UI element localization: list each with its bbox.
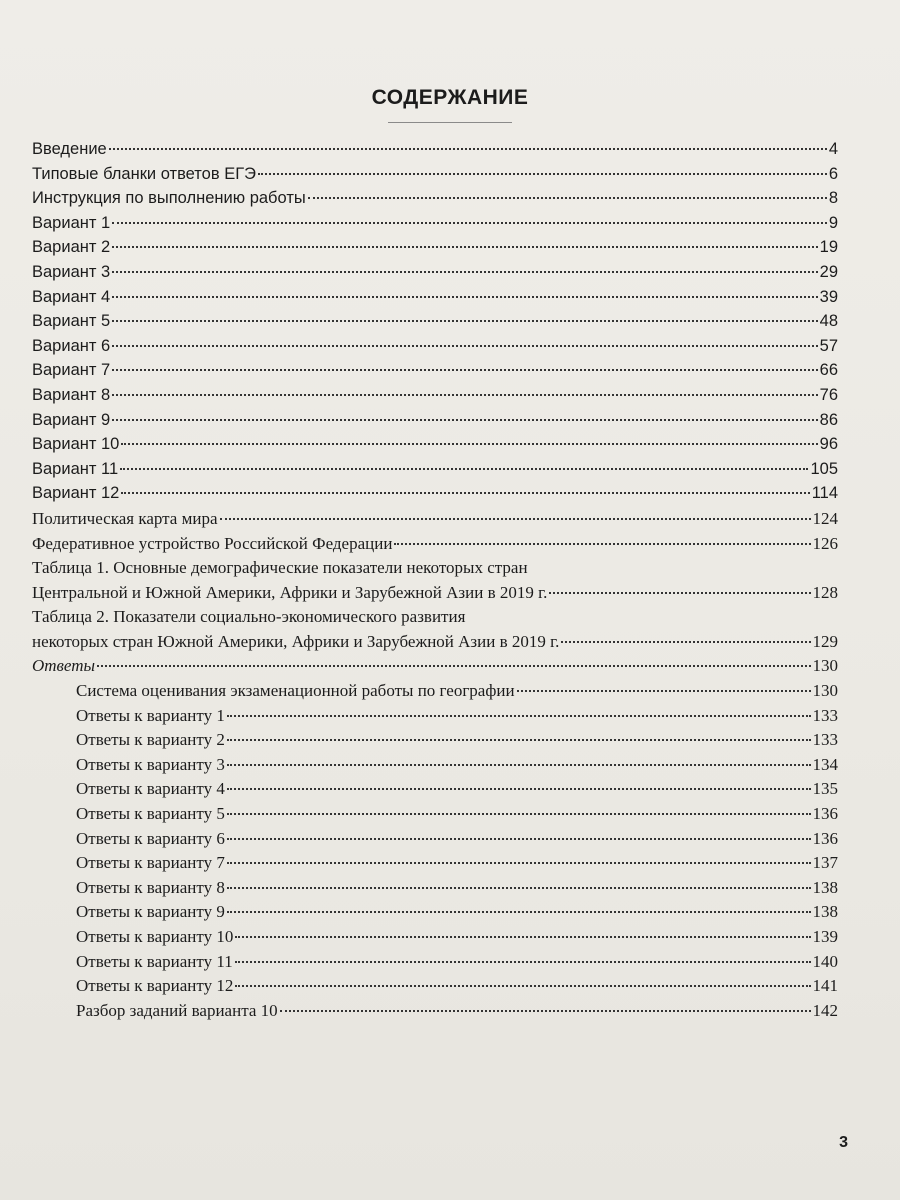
dot-leader <box>235 961 811 963</box>
toc-entry-page: 129 <box>812 631 838 651</box>
toc-entry[interactable] <box>32 927 838 952</box>
toc-entry[interactable] <box>32 976 838 1001</box>
page-number: 3 <box>839 1134 848 1151</box>
toc-entry[interactable] <box>32 583 838 608</box>
dot-leader <box>227 911 811 913</box>
toc-entry-label: Ответы к варианту 9 <box>76 902 225 922</box>
toc-entry-page: 114 <box>811 484 838 503</box>
dot-leader <box>227 887 811 889</box>
dot-leader <box>227 739 811 741</box>
toc-entry[interactable] <box>32 755 838 780</box>
dot-leader <box>561 641 810 643</box>
toc-entry[interactable] <box>32 902 838 927</box>
toc-entry-page: 138 <box>812 877 838 897</box>
toc-entry[interactable] <box>32 435 838 460</box>
dot-leader <box>112 345 817 347</box>
dot-leader <box>120 468 808 470</box>
toc-entry[interactable] <box>32 312 838 337</box>
toc-entry-page: 76 <box>819 385 838 404</box>
toc-entry[interactable] <box>32 386 838 411</box>
toc-entry-page: 9 <box>828 213 838 232</box>
toc-entry-label: Типовые бланки ответов ЕГЭ <box>32 164 256 183</box>
toc-entry[interactable] <box>32 878 838 903</box>
toc-entry-label: Система оценивания экзаменационной работы по географии <box>76 681 515 701</box>
toc-entry-label: Вариант 1 <box>32 213 111 232</box>
toc-entry-label: Ответы к варианту 11 <box>76 951 233 971</box>
toc-entry-label: Ответы к варианту 1 <box>76 705 225 725</box>
toc-entry-label: Ответы к варианту 5 <box>76 804 225 824</box>
toc-entry[interactable] <box>32 681 838 706</box>
toc-entry-label: Вариант 3 <box>32 262 111 281</box>
dot-leader <box>112 320 817 322</box>
toc-entry-page: 96 <box>819 435 838 454</box>
dot-leader <box>112 271 817 273</box>
toc-entry-page: 142 <box>812 1000 838 1020</box>
toc-entry-label: Инструкция по выполнению работы <box>32 189 306 208</box>
toc-entry[interactable] <box>32 534 838 559</box>
dot-leader <box>121 492 809 494</box>
toc-entry[interactable] <box>32 140 838 165</box>
toc-entry-page: 126 <box>812 533 838 553</box>
toc-entry-label: Ответы к варианту 8 <box>76 877 225 897</box>
toc-entry[interactable] <box>32 829 838 854</box>
toc-entry-page: 133 <box>812 705 838 725</box>
toc-entry-label: Вариант 9 <box>32 410 111 429</box>
toc-entry-label: Ответы к варианту 7 <box>76 853 225 873</box>
table-of-contents <box>32 140 838 1025</box>
toc-entry-page: 128 <box>812 582 838 602</box>
toc-entry-page: 135 <box>812 779 838 799</box>
dot-leader <box>121 443 817 445</box>
toc-entry-page: 39 <box>819 287 838 306</box>
toc-entry-label: некоторых стран Южной Америки, Африки и Зарубежной Азии в 2019 г. <box>32 631 560 651</box>
dot-leader <box>112 369 817 371</box>
toc-entry-page: 57 <box>819 336 838 355</box>
dot-leader <box>308 197 827 199</box>
toc-entry-first-line: Таблица 2. Показатели социально-экономического развития <box>32 607 466 627</box>
dot-leader <box>112 222 827 224</box>
toc-entry-label: Федеративное устройство Российской Федерации <box>32 533 393 553</box>
toc-entry-label: Ответы к варианту 10 <box>76 927 234 946</box>
toc-entry[interactable] <box>32 263 838 288</box>
toc-entry-page: 66 <box>819 361 838 380</box>
dot-leader <box>112 394 817 396</box>
dot-leader <box>112 296 817 298</box>
dot-leader <box>517 690 811 692</box>
toc-entry-page: 4 <box>828 140 838 158</box>
dot-leader <box>549 592 810 594</box>
dot-leader <box>227 838 811 840</box>
toc-entry-first-line: Таблица 1. Основные демографические показатели некоторых стран <box>32 558 528 578</box>
toc-entry-page: 134 <box>812 754 838 774</box>
toc-entry[interactable] <box>32 804 838 829</box>
toc-entry-label: Разбор заданий варианта 10 <box>76 1000 278 1020</box>
toc-entry-label: Введение <box>32 140 107 158</box>
toc-entry[interactable] <box>32 706 838 731</box>
toc-entry-page: 136 <box>812 828 838 848</box>
toc-entry[interactable] <box>32 730 838 755</box>
toc-entry-page: 48 <box>819 312 838 331</box>
toc-entry[interactable] <box>32 238 838 263</box>
toc-entry-page: 140 <box>812 951 838 971</box>
toc-entry-label: Вариант 8 <box>32 385 111 404</box>
toc-entry-label: Вариант 11 <box>32 459 119 478</box>
toc-entry[interactable] <box>32 484 838 509</box>
toc-entry-page: 141 <box>812 976 838 996</box>
toc-entry-label: Вариант 7 <box>32 361 111 380</box>
toc-entry-label: Ответы к варианту 4 <box>76 779 225 799</box>
toc-entry[interactable] <box>32 189 838 214</box>
toc-entry-page: 137 <box>812 853 838 873</box>
dot-leader <box>112 246 817 248</box>
dot-leader <box>220 518 811 520</box>
toc-entry-page: 139 <box>812 927 838 946</box>
toc-entry-label: Центральной и Южной Америки, Африки и Зарубежной Азии в 2019 г. <box>32 582 548 602</box>
toc-entry-label: Ответы к варианту 2 <box>76 730 225 750</box>
toc-entry[interactable] <box>32 779 838 804</box>
toc-entry-label: Вариант 6 <box>32 336 111 355</box>
toc-entry[interactable] <box>32 632 838 657</box>
toc-entry[interactable] <box>32 288 838 313</box>
toc-entry-page: 136 <box>812 804 838 824</box>
toc-entry-label: Вариант 4 <box>32 287 111 306</box>
toc-entry-page: 138 <box>812 902 838 922</box>
toc-entry-label: Ответы к варианту 3 <box>76 754 225 774</box>
toc-entry[interactable] <box>32 460 838 485</box>
toc-entry-page: 130 <box>812 681 838 701</box>
toc-entry-page: 19 <box>819 238 838 257</box>
toc-entry-label: Ответы к варианту 12 <box>76 976 234 996</box>
toc-entry[interactable] <box>32 361 838 386</box>
dot-leader <box>227 715 811 717</box>
toc-entry[interactable] <box>32 952 838 977</box>
toc-entry[interactable] <box>32 411 838 436</box>
page-title: СОДЕРЖАНИЕ <box>371 86 529 109</box>
toc-entry-page: 29 <box>819 262 838 281</box>
dot-leader <box>280 1010 811 1012</box>
dot-leader <box>394 543 810 545</box>
toc-entry-page: 133 <box>812 730 838 750</box>
toc-entry[interactable] <box>32 165 838 190</box>
dot-leader <box>97 665 810 667</box>
dot-leader <box>227 764 811 766</box>
toc-entry-page: 8 <box>828 189 838 208</box>
toc-entry-page: 130 <box>812 656 838 676</box>
dot-leader <box>227 862 811 864</box>
toc-entry[interactable] <box>32 656 838 681</box>
toc-entry-page: 6 <box>828 164 838 183</box>
dot-leader <box>227 813 811 815</box>
title-underline <box>388 122 512 123</box>
toc-entry-label: Вариант 12 <box>32 484 120 503</box>
toc-entry[interactable] <box>32 214 838 239</box>
dot-leader <box>112 419 817 421</box>
dot-leader <box>235 985 810 987</box>
toc-entry-label: Вариант 10 <box>32 435 120 454</box>
toc-entry[interactable] <box>32 853 838 878</box>
toc-entry-label: Ответы <box>32 656 96 676</box>
dot-leader <box>258 173 827 175</box>
toc-entry-label: Политическая карта мира <box>32 508 218 528</box>
toc-entry[interactable] <box>32 1001 838 1026</box>
toc-entry-page: 86 <box>819 410 838 429</box>
toc-entry[interactable] <box>32 337 838 362</box>
toc-entry-label: Вариант 2 <box>32 238 111 257</box>
toc-entry-label: Вариант 5 <box>32 312 111 331</box>
dot-leader <box>235 936 810 938</box>
dot-leader <box>109 148 827 150</box>
toc-entry-page: 105 <box>810 459 838 478</box>
toc-entry[interactable] <box>32 509 838 534</box>
toc-entry-label: Ответы к варианту 6 <box>76 828 225 848</box>
dot-leader <box>227 788 811 790</box>
toc-entry-page: 124 <box>812 508 838 528</box>
